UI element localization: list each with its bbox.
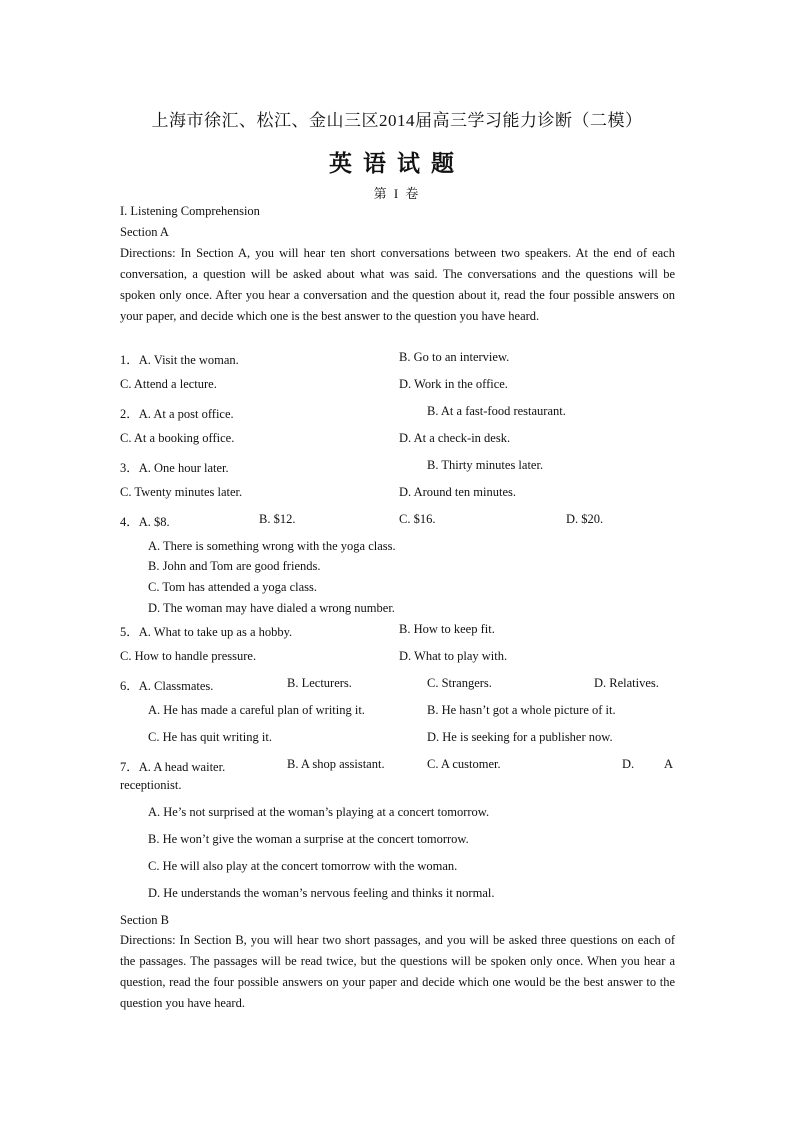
q7b-option-a: A. He’s not surprised at the woman’s playing at a concert tomorrow. <box>148 805 490 819</box>
q6b-option-c: C. He has quit writing it. <box>148 730 272 744</box>
q7-option-d-article: A <box>664 757 674 771</box>
q6b-option-a: A. He has made a careful plan of writing it. <box>148 703 365 717</box>
q4-option-d: D. $20. <box>566 512 604 526</box>
q7b-option-d: D. He understands the woman’s nervous feeling and thinks it normal. <box>148 886 495 900</box>
section-b-directions: Directions: In Section B, you will hear two short passages, and you will be asked three questions on each of the passages. The passages will be read twice, but the questions will be spoken only once. When you hear a question, read the four possible answers on your paper and decide which one would be the best answer to the question you have heard. <box>120 933 675 1010</box>
q3-option-d: D. Around ten minutes. <box>399 485 517 499</box>
q7-option-d-word: receptionist. <box>120 778 182 792</box>
q2-option-a: 2．A. At a post office. <box>120 407 234 421</box>
q6-option-c: C. Strangers. <box>427 676 492 690</box>
q1-option-d: D. Work in the office. <box>399 377 508 391</box>
q1-option-a: 1．A. Visit the woman. <box>120 353 239 367</box>
q6b-option-d: D. He is seeking for a publisher now. <box>427 730 613 744</box>
q6-option-a: 6．A. Classmates. <box>120 679 214 693</box>
q4-option-b: B. $12. <box>259 512 296 526</box>
q2-option-d: D. At a check-in desk. <box>399 431 511 445</box>
subject-title: 英语试题 <box>329 151 465 176</box>
q5-option-b: B. How to keep fit. <box>399 622 495 636</box>
q3-option-a: 3．A. One hour later. <box>120 461 229 475</box>
q4-option-a: 4．A. $8. <box>120 515 170 529</box>
q2-option-b: B. At a fast-food restaurant. <box>427 404 566 418</box>
q6-option-b: B. Lecturers. <box>287 676 352 690</box>
exam-title: 上海市徐汇、松江、金山三区2014届高三学习能力诊断（二模） <box>151 111 643 130</box>
q4b-option-b: B. John and Tom are good friends. <box>148 559 321 573</box>
part-heading: I. Listening Comprehension <box>120 204 260 218</box>
q2-option-c: C. At a booking office. <box>120 431 235 445</box>
q4b-option-a: A. There is something wrong with the yoga class. <box>148 539 396 553</box>
q3-option-b: B. Thirty minutes later. <box>427 458 544 472</box>
section-b-heading: Section B <box>120 913 169 927</box>
q1-option-c: C. Attend a lecture. <box>120 377 217 391</box>
q4b-option-c: C. Tom has attended a yoga class. <box>148 580 317 594</box>
q1-option-b: B. Go to an interview. <box>399 350 510 364</box>
q5-option-a: 5．A. What to take up as a hobby. <box>120 625 293 639</box>
q7b-option-b: B. He won’t give the woman a surprise at the concert tomorrow. <box>148 832 469 846</box>
q7-option-b: B. A shop assistant. <box>287 757 385 771</box>
q6-option-d: D. Relatives. <box>594 676 659 690</box>
section-a-directions: Directions: In Section A, you will hear ten short conversations between two speakers. At the end of each conversation, a question will be asked about what was said. The conversations and the questions will be spoken only once. After you hear a conversation and the question about it, read the four possible answers on your paper, and decide which one is the best answer to the question you have heard. <box>120 246 675 323</box>
q3-option-c: C. Twenty minutes later. <box>120 485 243 499</box>
q5-option-c: C. How to handle pressure. <box>120 649 257 663</box>
q5-option-d: D. What to play with. <box>399 649 508 663</box>
q6b-option-b: B. He hasn’t got a whole picture of it. <box>427 703 616 717</box>
q4-option-c: C. $16. <box>399 512 436 526</box>
q7-option-d-letter: D. <box>622 757 635 771</box>
q7-option-a: 7．A. A head waiter. <box>120 760 226 774</box>
q7b-option-c: C. He will also play at the concert tomorrow with the woman. <box>148 859 458 873</box>
section-a-heading: Section A <box>120 225 169 239</box>
q7-option-c: C. A customer. <box>427 757 501 771</box>
volume-label: 第 I 卷 <box>373 186 421 201</box>
q4b-option-d: D. The woman may have dialed a wrong number. <box>148 601 395 615</box>
